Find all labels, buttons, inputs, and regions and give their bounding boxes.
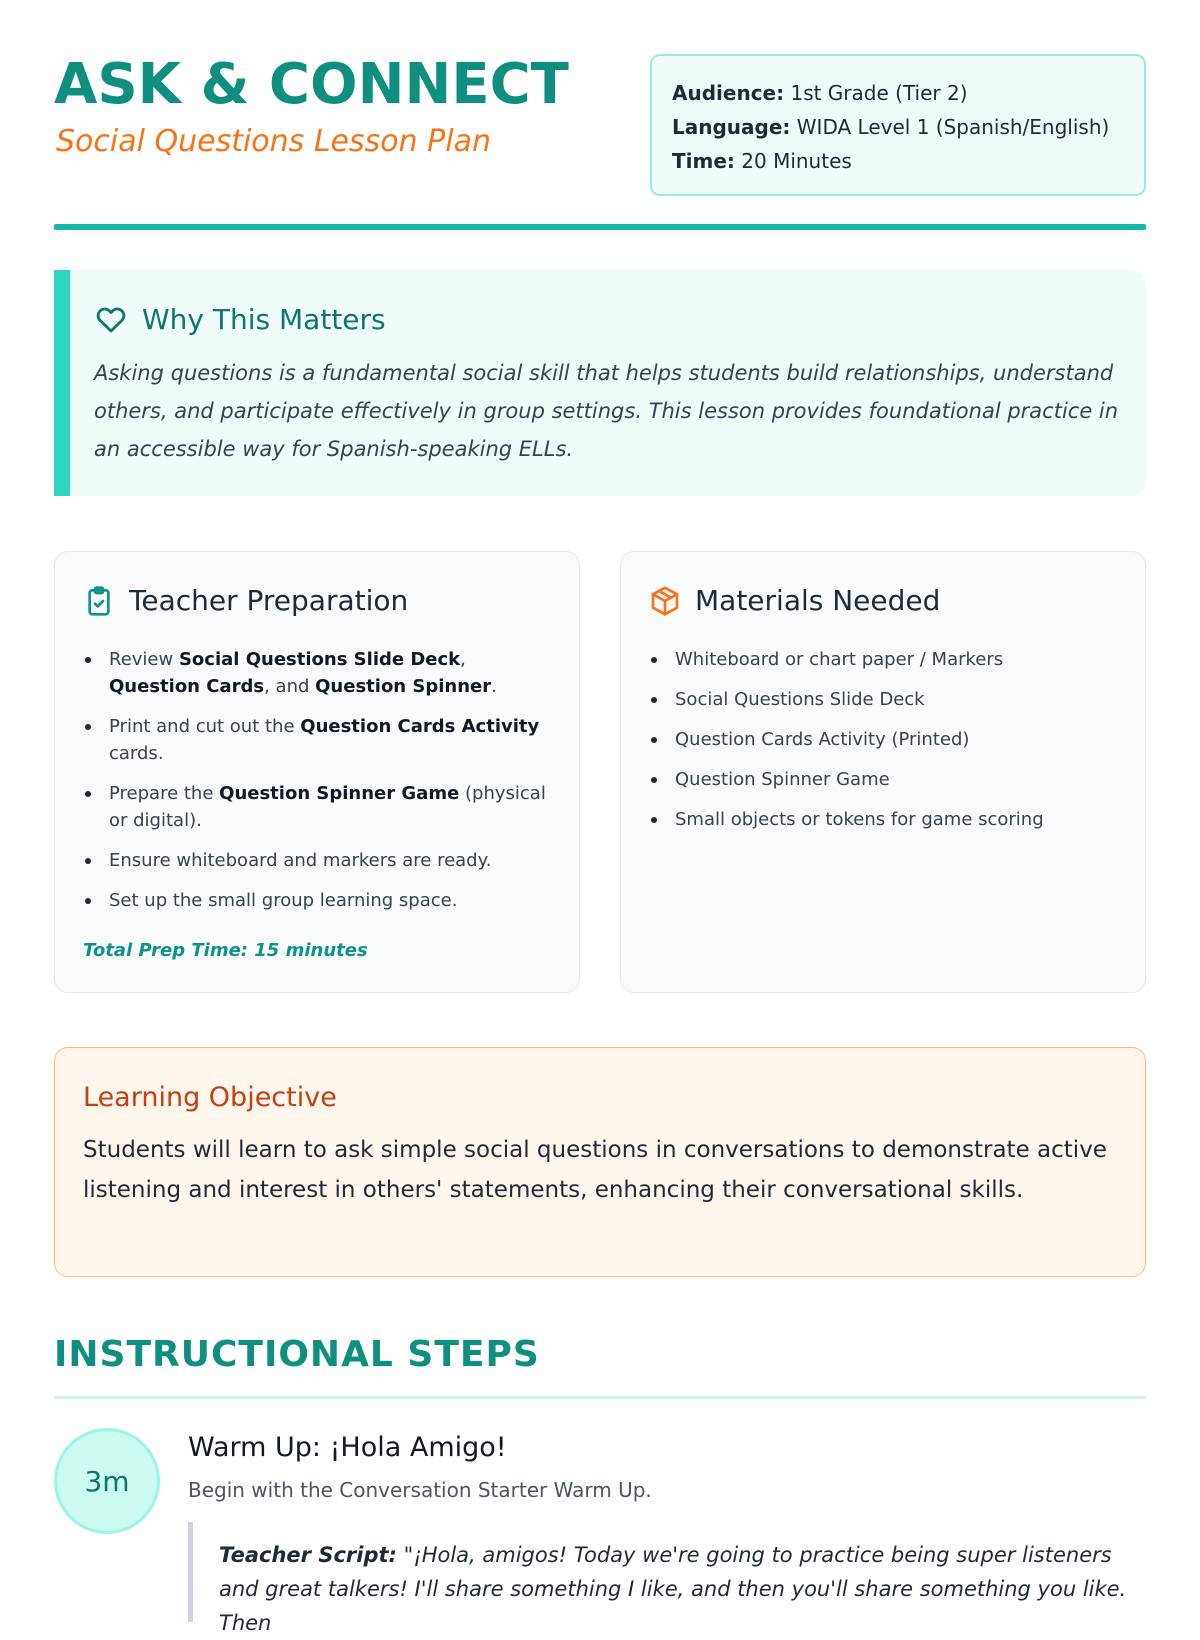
lesson-meta-box	[650, 54, 1146, 196]
meta-audience	[672, 76, 1124, 110]
prep-list	[83, 646, 553, 927]
prep-item-text: .	[491, 676, 497, 697]
objective-text: Students will learn to ask simple social questions in conversations to demonstrate active listening and interest in others' statements, enhancing their conversational skills.	[83, 1137, 1107, 1203]
list-item: Question Cards Activity (Printed)	[649, 726, 1119, 753]
materials-heading	[649, 584, 940, 617]
materials-title: Materials Needed	[695, 584, 941, 617]
prep-item-bold: Question Spinner Game	[219, 783, 460, 804]
prep-item-text: , and	[264, 676, 316, 697]
meta-language-label: Language:	[672, 115, 791, 139]
learning-objective-section	[54, 1047, 1146, 1277]
lesson-title: ASK & CONNECT	[54, 52, 569, 117]
why-heading	[94, 302, 386, 336]
list-item	[83, 713, 553, 767]
prep-item-text: ,	[460, 649, 466, 670]
teacher-script	[188, 1522, 1146, 1635]
why-title: Why This Matters	[142, 302, 386, 336]
script-label: Teacher Script:	[219, 1543, 397, 1567]
list-item	[83, 887, 553, 914]
box-icon	[649, 585, 681, 617]
instructional-steps-title: INSTRUCTIONAL STEPS	[54, 1334, 540, 1375]
step-duration-badge: 3m	[54, 1428, 160, 1534]
why-accent-bar	[54, 270, 70, 496]
step-title: Warm Up: ¡Hola Amigo!	[188, 1432, 507, 1463]
why-text: Asking questions is a fundamental social skill that helps students build relationships, understand others, and participate effectively in group settings. This lesson provides foundational practice in an accessible way for Spanish-speaking ELLs.	[94, 361, 1119, 461]
list-item	[83, 646, 553, 700]
meta-language	[672, 110, 1124, 144]
header	[54, 0, 1146, 230]
prep-item-text: Print and cut out the	[109, 716, 301, 737]
clipboard-check-icon	[83, 585, 115, 617]
list-item: Social Questions Slide Deck	[649, 686, 1119, 713]
step-description: Begin with the Conversation Starter Warm Up.	[188, 1478, 652, 1502]
meta-audience-label: Audience:	[672, 81, 785, 105]
objective-title: Learning Objective	[83, 1082, 337, 1113]
list-item: Question Spinner Game	[649, 766, 1119, 793]
lesson-subtitle: Social Questions Lesson Plan	[56, 124, 491, 159]
why-this-matters-section	[54, 270, 1146, 496]
materials-needed-card	[620, 551, 1146, 993]
prep-heading	[83, 584, 408, 617]
script-text: "¡Hola, amigos! Today we're going to practice being super listeners and great talkers! I'll share something I like, and then you'll share something you like. Then	[219, 1543, 1127, 1635]
meta-time-label: Time:	[672, 149, 735, 173]
meta-audience-value: 1st Grade (Tier 2)	[784, 81, 968, 105]
meta-language-value: WIDA Level 1 (Spanish/English)	[790, 115, 1110, 139]
prep-item-bold: Question Spinner	[315, 676, 492, 697]
list-item	[83, 780, 553, 834]
teacher-preparation-card	[54, 551, 580, 993]
prep-item-text: cards.	[109, 743, 164, 764]
prep-item-bold: Question Cards	[109, 676, 265, 697]
materials-list	[649, 646, 1119, 846]
list-item	[83, 847, 553, 874]
prep-item-bold: Social Questions Slide Deck	[178, 649, 461, 670]
prep-item-text: Review	[109, 649, 179, 670]
prep-item-bold: Question Cards Activity	[300, 716, 540, 737]
total-prep-time: Total Prep Time: 15 minutes	[83, 940, 368, 961]
prep-item-text: (physical or digital).	[109, 783, 546, 831]
list-item: Small objects or tokens for game scoring	[649, 806, 1119, 833]
steps-divider	[54, 1396, 1146, 1399]
prep-item-text: Ensure whiteboard and markers are ready.	[109, 850, 492, 871]
meta-time	[672, 144, 1124, 178]
heart-icon	[94, 302, 128, 336]
list-item: Whiteboard or chart paper / Markers	[649, 646, 1119, 673]
header-divider	[54, 224, 1146, 230]
prep-title: Teacher Preparation	[129, 584, 409, 617]
prep-item-text: Prepare the	[109, 783, 220, 804]
prep-item-text: Set up the small group learning space.	[109, 890, 458, 911]
meta-time-value: 20 Minutes	[734, 149, 852, 173]
